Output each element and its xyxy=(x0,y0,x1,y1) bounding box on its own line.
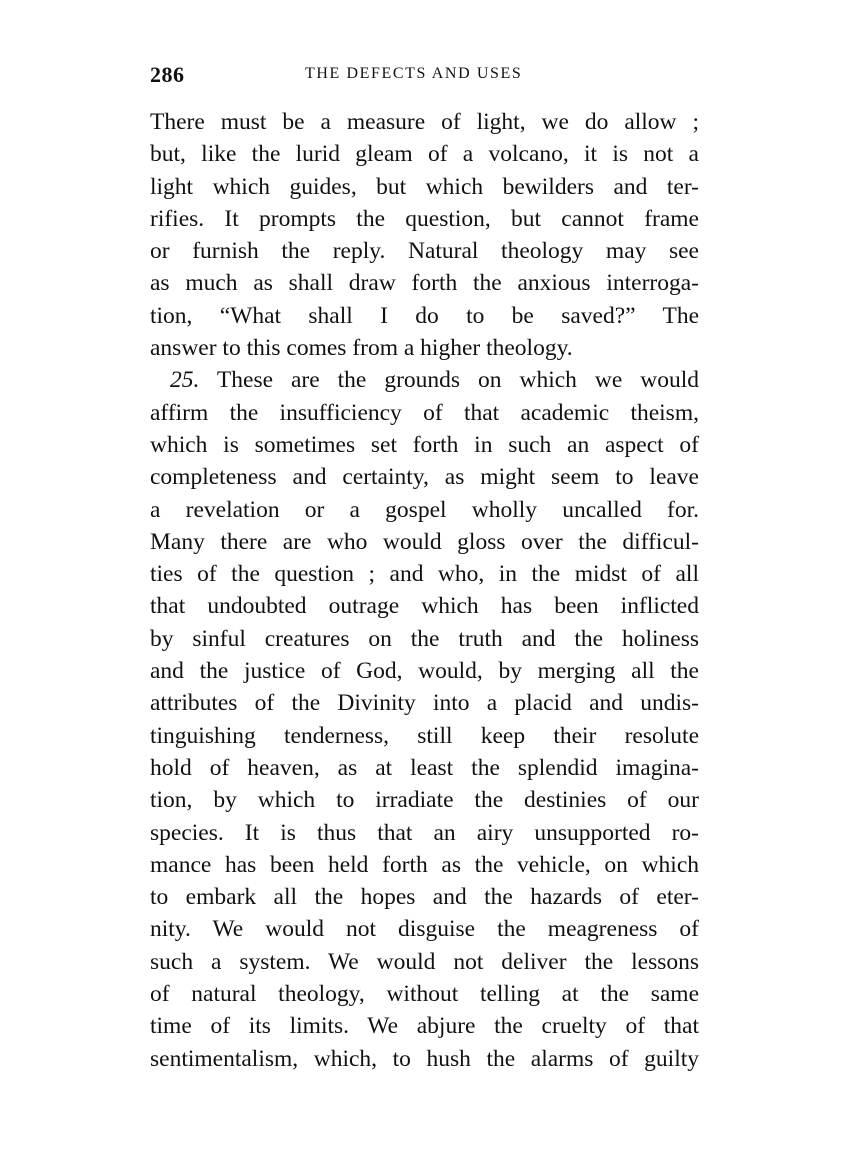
text-line: and the justice of God, would, by merging all the xyxy=(150,658,699,685)
text-line: completeness and certainty, as might seem to leave xyxy=(150,464,699,491)
text-line: as much as shall draw forth the anxious interroga- xyxy=(150,270,699,297)
text-line: to embark all the hopes and the hazards of eter- xyxy=(150,884,699,911)
text-line: Many there are who would gloss over the difficul- xyxy=(150,528,699,555)
text-line: affirm the insufficiency of that academic theism, xyxy=(150,399,699,426)
text-line: light which guides, but which bewilders and ter- xyxy=(150,173,699,200)
text-line: a revelation or a gospel wholly uncalled for. xyxy=(150,496,699,523)
paragraph-end-line: answer to this comes from a higher theology. xyxy=(150,335,573,362)
text-line: by sinful creatures on the truth and the holiness xyxy=(150,625,699,652)
text-line: hold of heaven, as at least the splendid imagina- xyxy=(150,754,699,781)
text-line: rifies. It prompts the question, but cannot frame xyxy=(150,205,699,232)
text-line: but, like the lurid gleam of a volcano, it is not a xyxy=(150,141,699,168)
text-line: time of its limits. We abjure the cruelty of that xyxy=(150,1013,699,1040)
body-text xyxy=(150,106,699,1075)
text-line: of natural theology, without telling at the same xyxy=(150,981,699,1008)
section-number: 25. xyxy=(170,367,200,394)
text-line: mance has been held forth as the vehicle, on which xyxy=(150,851,699,878)
text-line: tinguishing tenderness, still keep their resolute xyxy=(150,722,699,749)
text-line: tion, by which to irradiate the destinies of our xyxy=(150,787,699,814)
section-start-text: These are the grounds on which we would xyxy=(216,367,699,394)
section-start-line xyxy=(150,364,699,396)
text-line: There must be a measure of light, we do allow ; xyxy=(150,109,699,135)
text-line: tion, “What shall I do to be saved?” The xyxy=(150,302,699,329)
text-line: nity. We would not disguise the meagreness of xyxy=(150,916,699,943)
page-number: 286 xyxy=(150,62,185,87)
text-line: or furnish the reply. Natural theology may see xyxy=(150,238,699,265)
text-line: sentimentalism, which, to hush the alarms of guilty xyxy=(150,1045,699,1072)
text-line: which is sometimes set forth in such an aspect of xyxy=(150,431,699,458)
text-line: that undoubted outrage which has been inflicted xyxy=(150,593,699,620)
text-line: species. It is thus that an airy unsupported ro- xyxy=(150,819,699,846)
running-title: THE DEFECTS AND USES xyxy=(305,65,523,82)
text-line: ties of the question ; and who, in the midst of all xyxy=(150,561,699,588)
text-line: attributes of the Divinity into a placid and undis- xyxy=(150,690,699,717)
running-head xyxy=(150,62,705,88)
text-line: such a system. We would not deliver the lessons xyxy=(150,948,699,975)
